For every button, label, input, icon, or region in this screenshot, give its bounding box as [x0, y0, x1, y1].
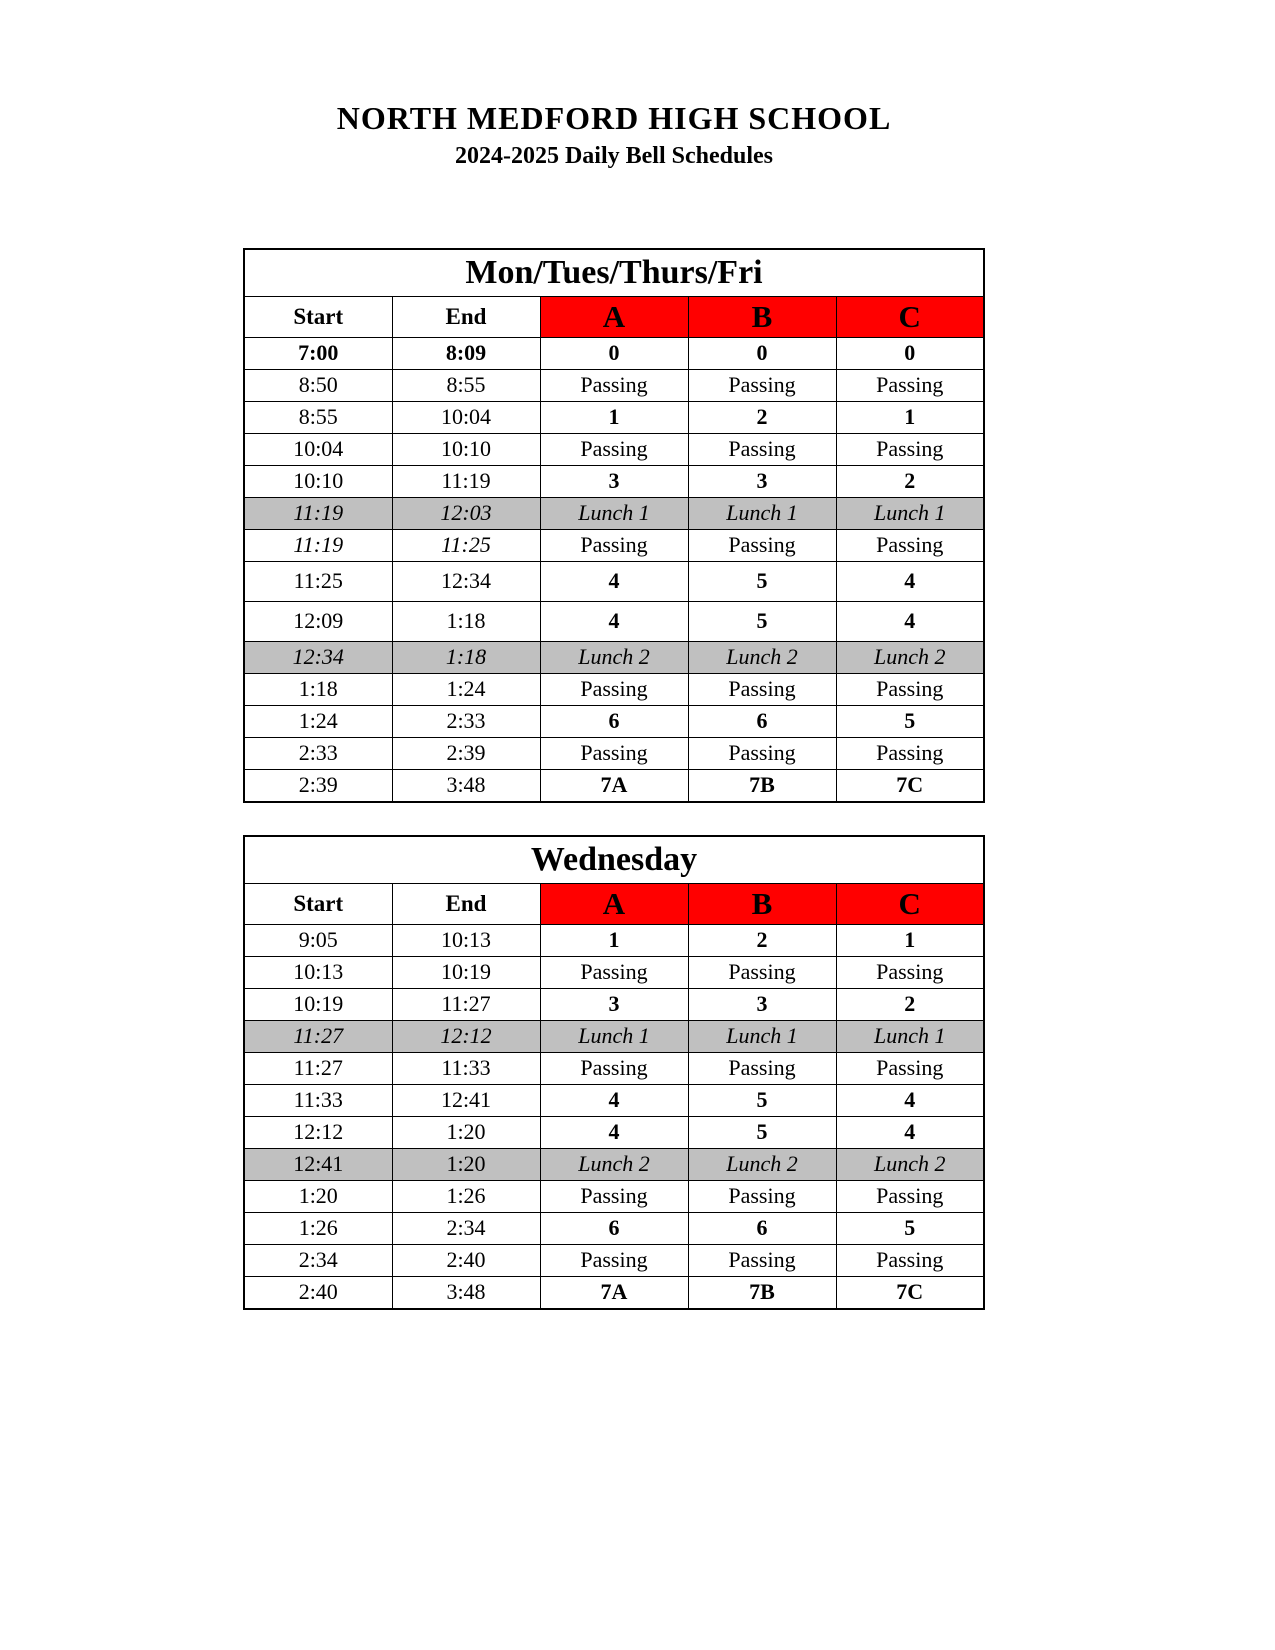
table-title-row	[244, 836, 984, 884]
schedule-row	[244, 1180, 984, 1212]
column-header-a: A	[540, 883, 688, 924]
cell-period-a: Passing	[540, 1052, 688, 1084]
cell-start-time: 11:19	[244, 497, 392, 529]
cell-end-time: 10:04	[392, 401, 540, 433]
cell-period-a: 4	[540, 601, 688, 641]
schedule-row	[244, 337, 984, 369]
cell-end-time: 1:18	[392, 641, 540, 673]
cell-start-time: 12:09	[244, 601, 392, 641]
column-header-start: Start	[244, 296, 392, 337]
cell-start-time: 10:13	[244, 956, 392, 988]
cell-period-a: Passing	[540, 1244, 688, 1276]
cell-period-b: 6	[688, 1212, 836, 1244]
schedule-row	[244, 465, 984, 497]
cell-period-b: Lunch 1	[688, 497, 836, 529]
schedule-row	[244, 1052, 984, 1084]
schedule-row	[244, 1020, 984, 1052]
cell-end-time: 11:25	[392, 529, 540, 561]
cell-period-a: Passing	[540, 529, 688, 561]
cell-period-a: Passing	[540, 369, 688, 401]
column-header-end: End	[392, 883, 540, 924]
cell-period-b: 7B	[688, 769, 836, 802]
cell-period-b: 2	[688, 401, 836, 433]
cell-period-c: Passing	[836, 956, 984, 988]
cell-period-a: 7A	[540, 769, 688, 802]
cell-period-b: Passing	[688, 369, 836, 401]
column-header-end: End	[392, 296, 540, 337]
cell-start-time: 1:20	[244, 1180, 392, 1212]
cell-end-time: 3:48	[392, 1276, 540, 1309]
cell-period-c: 2	[836, 465, 984, 497]
schedule-table-weekday	[243, 248, 985, 803]
cell-period-b: Lunch 2	[688, 641, 836, 673]
cell-period-c: Passing	[836, 1052, 984, 1084]
schedule-row	[244, 433, 984, 465]
cell-period-b: Passing	[688, 737, 836, 769]
cell-period-a: 4	[540, 1084, 688, 1116]
cell-start-time: 12:41	[244, 1148, 392, 1180]
cell-period-b: Passing	[688, 673, 836, 705]
column-header-c: C	[836, 296, 984, 337]
cell-period-c: 0	[836, 337, 984, 369]
cell-period-b: 0	[688, 337, 836, 369]
cell-period-c: 2	[836, 988, 984, 1020]
schedule-row	[244, 641, 984, 673]
cell-period-a: 3	[540, 988, 688, 1020]
cell-period-a: Lunch 2	[540, 1148, 688, 1180]
cell-period-a: 3	[540, 465, 688, 497]
cell-period-a: Lunch 2	[540, 641, 688, 673]
cell-end-time: 1:26	[392, 1180, 540, 1212]
cell-period-b: Passing	[688, 433, 836, 465]
cell-period-a: 4	[540, 561, 688, 601]
cell-period-b: 7B	[688, 1276, 836, 1309]
cell-period-b: 5	[688, 1084, 836, 1116]
cell-end-time: 8:55	[392, 369, 540, 401]
schedule-row	[244, 1148, 984, 1180]
cell-period-a: 7A	[540, 1276, 688, 1309]
cell-period-b: Lunch 1	[688, 1020, 836, 1052]
cell-period-b: Passing	[688, 1244, 836, 1276]
cell-period-c: Passing	[836, 737, 984, 769]
cell-period-c: Passing	[836, 529, 984, 561]
cell-period-a: Lunch 1	[540, 497, 688, 529]
column-header-b: B	[688, 296, 836, 337]
cell-period-a: 6	[540, 1212, 688, 1244]
cell-period-c: Lunch 2	[836, 1148, 984, 1180]
cell-period-c: 1	[836, 924, 984, 956]
cell-start-time: 2:39	[244, 769, 392, 802]
schedule-table-wednesday	[243, 835, 985, 1310]
cell-end-time: 10:13	[392, 924, 540, 956]
schedule-row	[244, 529, 984, 561]
cell-start-time: 1:18	[244, 673, 392, 705]
cell-end-time: 2:40	[392, 1244, 540, 1276]
cell-period-c: 4	[836, 561, 984, 601]
cell-end-time: 1:18	[392, 601, 540, 641]
cell-period-c: Lunch 2	[836, 641, 984, 673]
schedule-row	[244, 601, 984, 641]
cell-period-a: 1	[540, 924, 688, 956]
cell-period-a: Passing	[540, 737, 688, 769]
cell-period-a: Passing	[540, 956, 688, 988]
cell-start-time: 10:04	[244, 433, 392, 465]
schedule-row	[244, 497, 984, 529]
school-name-title: NORTH MEDFORD HIGH SCHOOL	[336, 100, 892, 136]
cell-end-time: 2:33	[392, 705, 540, 737]
schedule-row	[244, 1212, 984, 1244]
schedule-row	[244, 561, 984, 601]
cell-period-c: Passing	[836, 369, 984, 401]
cell-period-b: Passing	[688, 529, 836, 561]
cell-end-time: 1:20	[392, 1148, 540, 1180]
cell-period-a: Lunch 1	[540, 1020, 688, 1052]
cell-period-c: 5	[836, 705, 984, 737]
cell-period-c: 4	[836, 1116, 984, 1148]
table-title: Mon/Tues/Thurs/Fri	[244, 249, 984, 297]
schedule-row	[244, 988, 984, 1020]
cell-period-a: 0	[540, 337, 688, 369]
column-header-c: C	[836, 883, 984, 924]
cell-period-c: Passing	[836, 673, 984, 705]
cell-period-c: 7C	[836, 1276, 984, 1309]
cell-start-time: 1:26	[244, 1212, 392, 1244]
cell-start-time: 11:33	[244, 1084, 392, 1116]
schedule-row	[244, 1276, 984, 1309]
cell-period-b: Lunch 2	[688, 1148, 836, 1180]
cell-start-time: 12:34	[244, 641, 392, 673]
cell-period-b: Passing	[688, 956, 836, 988]
cell-end-time: 12:12	[392, 1020, 540, 1052]
cell-period-c: Passing	[836, 433, 984, 465]
cell-start-time: 8:55	[244, 401, 392, 433]
cell-end-time: 2:39	[392, 737, 540, 769]
table-title-row	[244, 249, 984, 297]
cell-start-time: 11:19	[244, 529, 392, 561]
document-subtitle: 2024-2025 Daily Bell Schedules	[454, 142, 773, 169]
schedule-row	[244, 769, 984, 802]
table-title: Wednesday	[244, 836, 984, 884]
cell-end-time: 10:10	[392, 433, 540, 465]
cell-start-time: 2:40	[244, 1276, 392, 1309]
column-header-row	[244, 883, 984, 924]
cell-period-c: 4	[836, 601, 984, 641]
cell-end-time: 1:24	[392, 673, 540, 705]
cell-period-b: 3	[688, 465, 836, 497]
cell-start-time: 11:27	[244, 1020, 392, 1052]
column-header-a: A	[540, 296, 688, 337]
cell-end-time: 2:34	[392, 1212, 540, 1244]
document-content	[243, 0, 985, 1310]
cell-start-time: 10:10	[244, 465, 392, 497]
cell-end-time: 1:20	[392, 1116, 540, 1148]
cell-end-time: 3:48	[392, 769, 540, 802]
cell-period-c: Passing	[836, 1180, 984, 1212]
cell-start-time: 11:27	[244, 1052, 392, 1084]
column-header-b: B	[688, 883, 836, 924]
cell-end-time: 12:03	[392, 497, 540, 529]
cell-start-time: 1:24	[244, 705, 392, 737]
cell-period-c: 4	[836, 1084, 984, 1116]
cell-end-time: 11:19	[392, 465, 540, 497]
cell-period-b: 2	[688, 924, 836, 956]
schedule-row	[244, 401, 984, 433]
cell-start-time: 11:25	[244, 561, 392, 601]
cell-period-c: 1	[836, 401, 984, 433]
cell-period-c: Lunch 1	[836, 497, 984, 529]
schedule-row	[244, 1116, 984, 1148]
cell-period-a: Passing	[540, 1180, 688, 1212]
document-header	[243, 0, 985, 170]
schedule-row	[244, 956, 984, 988]
cell-period-a: 1	[540, 401, 688, 433]
cell-period-b: 6	[688, 705, 836, 737]
cell-period-b: 3	[688, 988, 836, 1020]
cell-period-b: 5	[688, 1116, 836, 1148]
cell-period-b: Passing	[688, 1052, 836, 1084]
cell-period-c: Passing	[836, 1244, 984, 1276]
schedule-row	[244, 369, 984, 401]
cell-period-c: Lunch 1	[836, 1020, 984, 1052]
cell-start-time: 8:50	[244, 369, 392, 401]
schedule-row	[244, 1244, 984, 1276]
cell-start-time: 9:05	[244, 924, 392, 956]
cell-end-time: 12:34	[392, 561, 540, 601]
cell-period-a: 6	[540, 705, 688, 737]
cell-end-time: 12:41	[392, 1084, 540, 1116]
cell-period-b: 5	[688, 601, 836, 641]
cell-start-time: 10:19	[244, 988, 392, 1020]
cell-period-b: Passing	[688, 1180, 836, 1212]
cell-end-time: 8:09	[392, 337, 540, 369]
cell-start-time: 2:33	[244, 737, 392, 769]
cell-period-c: 7C	[836, 769, 984, 802]
cell-end-time: 11:33	[392, 1052, 540, 1084]
column-header-start: Start	[244, 883, 392, 924]
cell-period-a: 4	[540, 1116, 688, 1148]
column-header-row	[244, 296, 984, 337]
cell-period-c: 5	[836, 1212, 984, 1244]
schedule-row	[244, 737, 984, 769]
schedule-row	[244, 1084, 984, 1116]
cell-end-time: 10:19	[392, 956, 540, 988]
cell-start-time: 12:12	[244, 1116, 392, 1148]
cell-period-a: Passing	[540, 433, 688, 465]
cell-period-b: 5	[688, 561, 836, 601]
schedule-row	[244, 705, 984, 737]
cell-start-time: 7:00	[244, 337, 392, 369]
cell-end-time: 11:27	[392, 988, 540, 1020]
schedule-row	[244, 673, 984, 705]
schedule-row	[244, 924, 984, 956]
cell-period-a: Passing	[540, 673, 688, 705]
cell-start-time: 2:34	[244, 1244, 392, 1276]
